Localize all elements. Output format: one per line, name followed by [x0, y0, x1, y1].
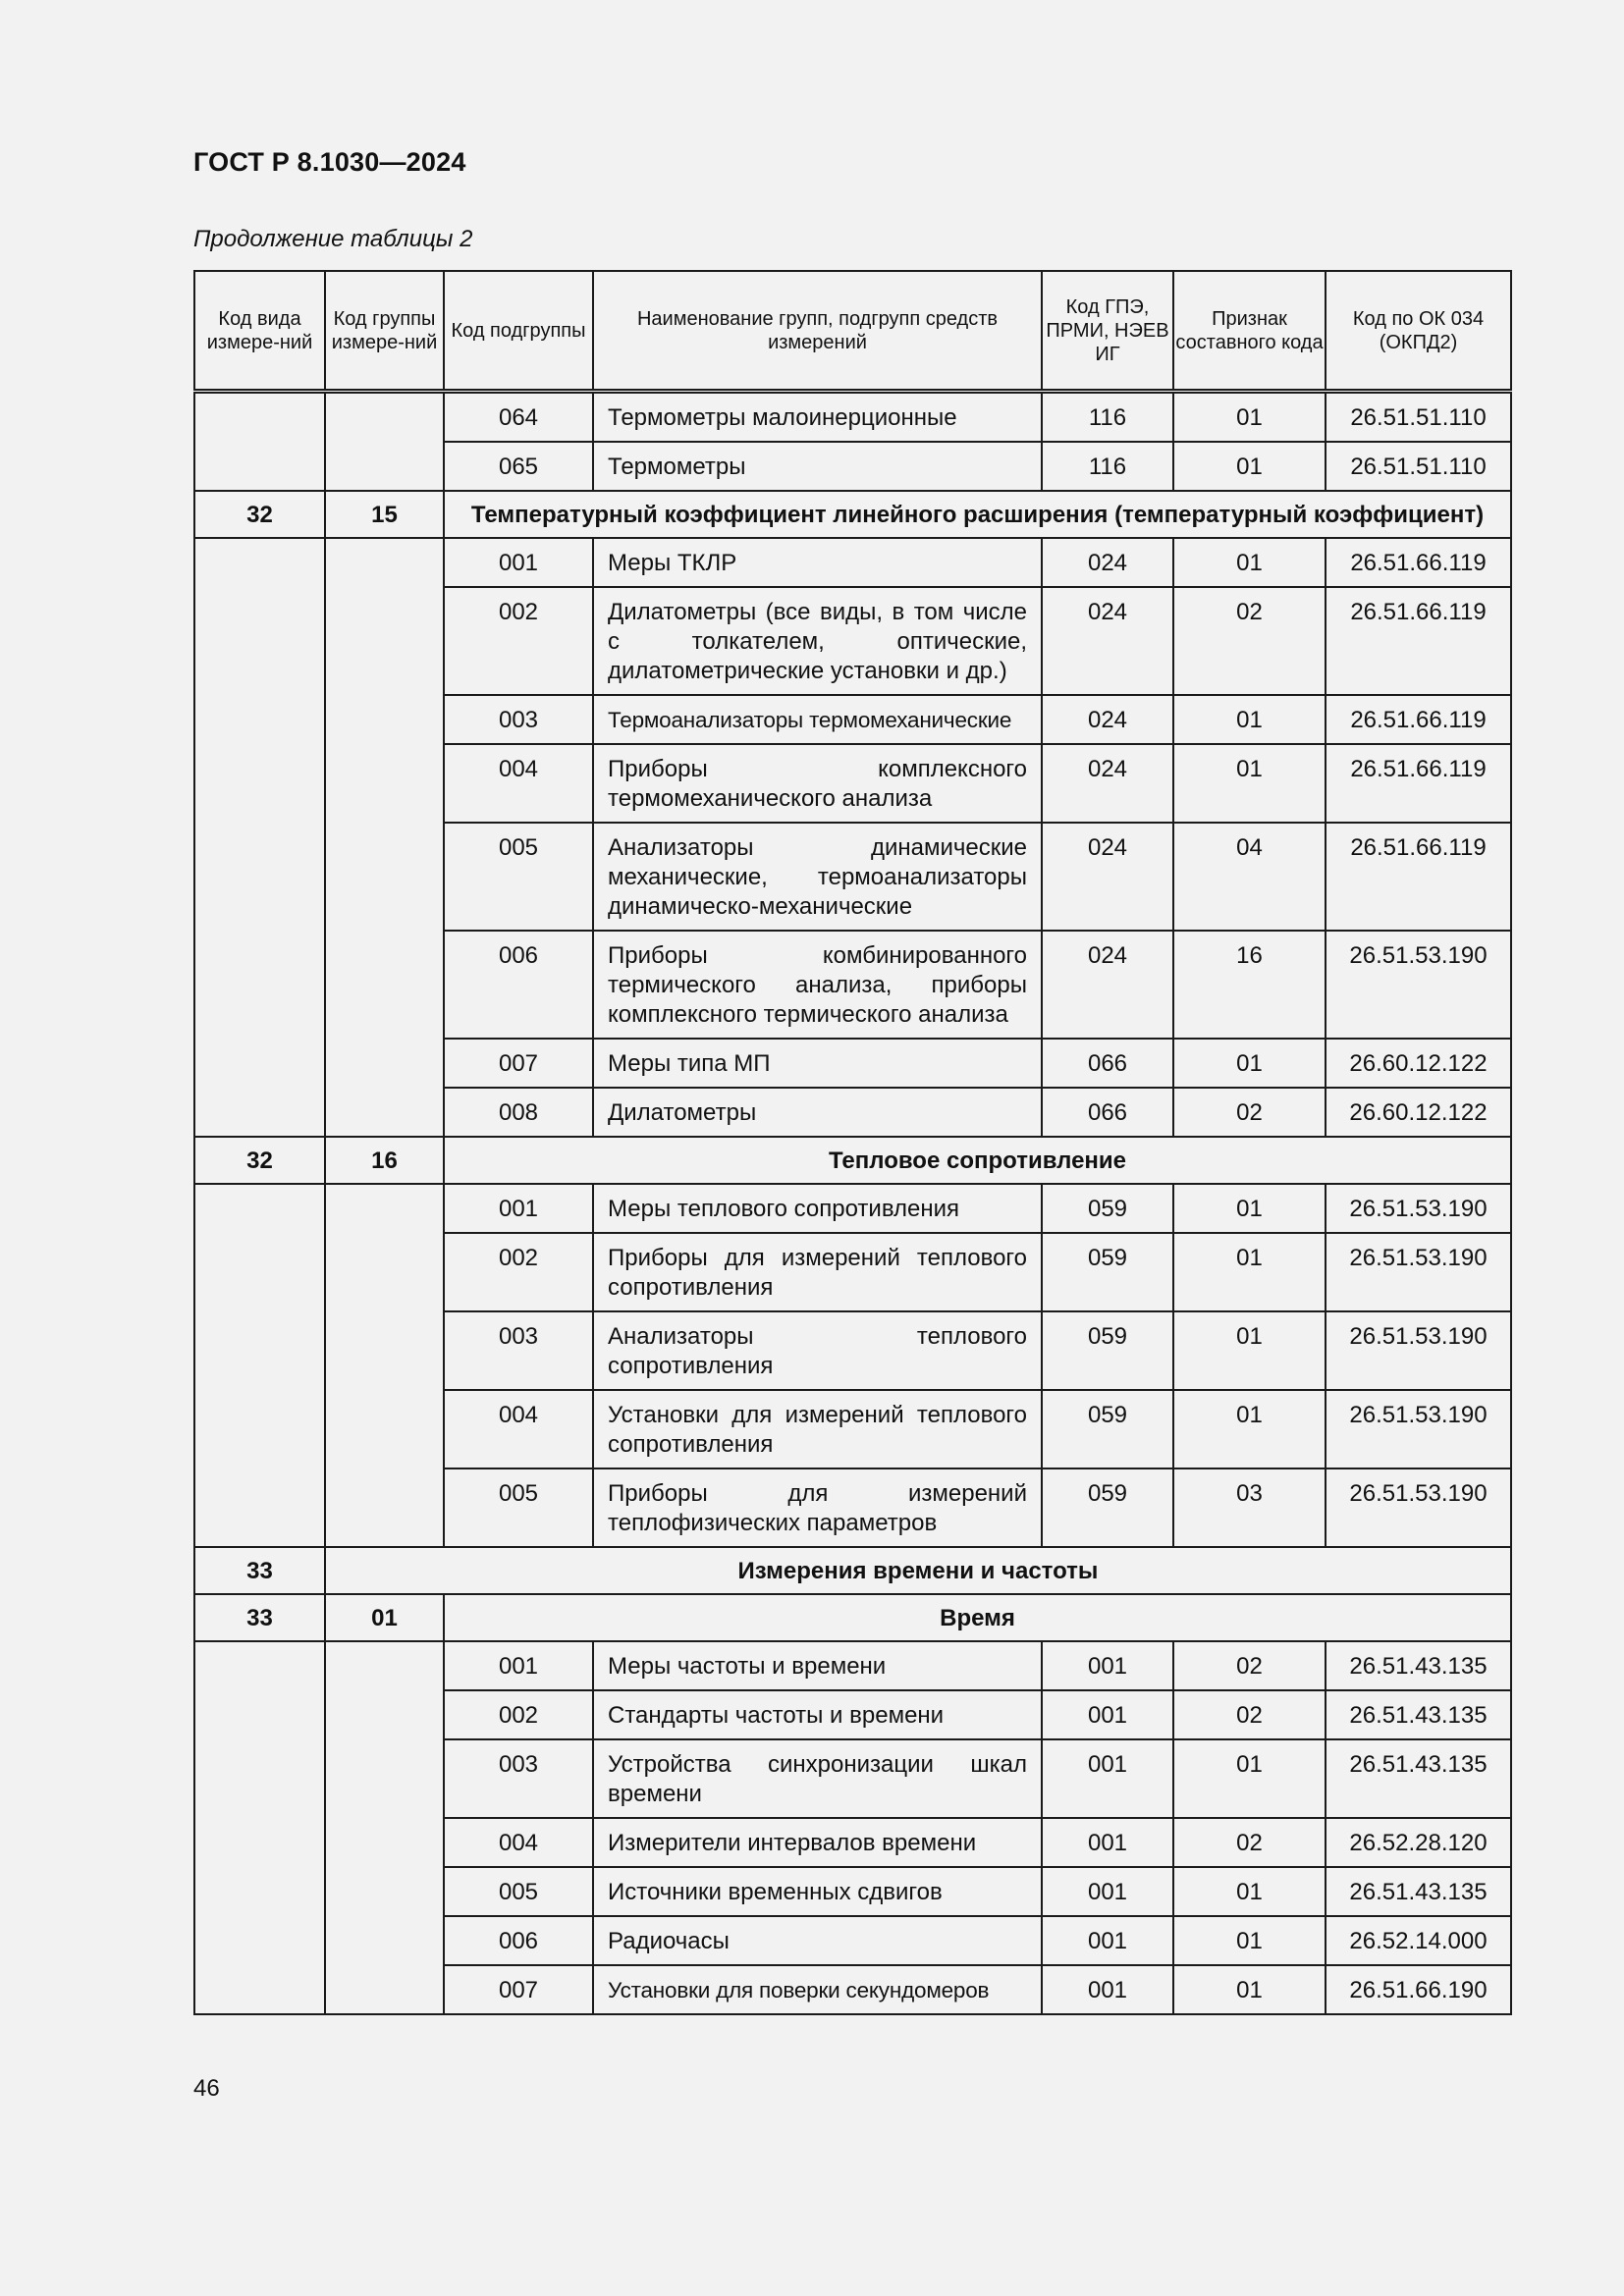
gpe-code: 116	[1042, 442, 1173, 491]
section-title: Время	[444, 1594, 1511, 1641]
section-title: Тепловое сопротивление	[444, 1137, 1511, 1184]
column-header-gpe: Код ГПЭ, ПРМИ, НЭЕВ ИГ	[1042, 271, 1173, 392]
composite-flag: 02	[1173, 1690, 1326, 1739]
okpd-code: 26.52.28.120	[1326, 1818, 1511, 1867]
instrument-name: Приборы для измерений теплового сопротивления	[593, 1233, 1042, 1311]
okpd-code: 26.51.43.135	[1326, 1739, 1511, 1818]
okpd-code: 26.51.43.135	[1326, 1641, 1511, 1690]
section-group-code: 01	[325, 1594, 444, 1641]
okpd-code: 26.51.53.190	[1326, 931, 1511, 1039]
composite-flag: 01	[1173, 392, 1326, 443]
subgroup-code: 005	[444, 1867, 593, 1916]
subgroup-code: 004	[444, 1390, 593, 1468]
okpd-code: 26.51.66.119	[1326, 538, 1511, 587]
section-vid-code: 33	[194, 1547, 325, 1594]
subgroup-code: 001	[444, 1641, 593, 1690]
instrument-name: Термометры малоинерционные	[593, 392, 1042, 443]
subgroup-code: 001	[444, 538, 593, 587]
composite-flag: 01	[1173, 1311, 1326, 1390]
okpd-code: 26.51.51.110	[1326, 392, 1511, 443]
composite-flag: 02	[1173, 1641, 1326, 1690]
okpd-code: 26.51.51.110	[1326, 442, 1511, 491]
column-header-name: Наименование групп, подгрупп средств измерений	[593, 271, 1042, 392]
gpe-code: 059	[1042, 1468, 1173, 1547]
composite-flag: 03	[1173, 1468, 1326, 1547]
okpd-code: 26.51.53.190	[1326, 1184, 1511, 1233]
section-title: Температурный коэффициент линейного расширения (температурный коэффициент)	[444, 491, 1511, 538]
gpe-code: 024	[1042, 823, 1173, 931]
gpe-code: 059	[1042, 1311, 1173, 1390]
subgroup-code: 003	[444, 1739, 593, 1818]
composite-flag: 04	[1173, 823, 1326, 931]
section-group-code: 16	[325, 1137, 444, 1184]
classification-table-wrapper	[193, 270, 1510, 2015]
table-caption: Продолжение таблицы 2	[193, 226, 473, 252]
instrument-name: Приборы комплексного термомеханического анализа	[593, 744, 1042, 823]
subgroup-code: 008	[444, 1088, 593, 1137]
section-group-code: 15	[325, 491, 444, 538]
gpe-code: 024	[1042, 538, 1173, 587]
table-row	[194, 538, 1511, 587]
instrument-name: Приборы комбинированного термического анализа, приборы комплексного термического анализа	[593, 931, 1042, 1039]
section-heading-row	[194, 1137, 1511, 1184]
subgroup-code: 002	[444, 1690, 593, 1739]
okpd-code: 26.51.53.190	[1326, 1233, 1511, 1311]
subgroup-code: 001	[444, 1184, 593, 1233]
gpe-code: 001	[1042, 1867, 1173, 1916]
subgroup-code: 006	[444, 931, 593, 1039]
okpd-code: 26.51.53.190	[1326, 1390, 1511, 1468]
okpd-code: 26.60.12.122	[1326, 1088, 1511, 1137]
composite-flag: 01	[1173, 1039, 1326, 1088]
empty-cell	[194, 1184, 325, 1547]
gpe-code: 059	[1042, 1390, 1173, 1468]
okpd-code: 26.51.53.190	[1326, 1468, 1511, 1547]
section-vid-code: 33	[194, 1594, 325, 1641]
okpd-code: 26.51.66.119	[1326, 823, 1511, 931]
gpe-code: 024	[1042, 744, 1173, 823]
okpd-code: 26.51.53.190	[1326, 1311, 1511, 1390]
okpd-code: 26.51.66.190	[1326, 1965, 1511, 2014]
composite-flag: 01	[1173, 538, 1326, 587]
page-number: 46	[193, 2075, 220, 2102]
gpe-code: 001	[1042, 1916, 1173, 1965]
gpe-code: 001	[1042, 1739, 1173, 1818]
composite-flag: 01	[1173, 744, 1326, 823]
gpe-code: 066	[1042, 1088, 1173, 1137]
empty-cell	[325, 392, 444, 492]
section-heading-row	[194, 1594, 1511, 1641]
instrument-name: Термометры	[593, 442, 1042, 491]
subgroup-code: 003	[444, 1311, 593, 1390]
composite-flag: 01	[1173, 442, 1326, 491]
empty-cell	[325, 1184, 444, 1547]
table-row	[194, 1641, 1511, 1690]
section-heading-row	[194, 491, 1511, 538]
subgroup-code: 005	[444, 823, 593, 931]
instrument-name: Меры теплового сопротивления	[593, 1184, 1042, 1233]
instrument-name: Анализаторы динамические механические, термоанализаторы динамическо-механические	[593, 823, 1042, 931]
instrument-name: Источники временных сдвигов	[593, 1867, 1042, 1916]
subgroup-code: 004	[444, 744, 593, 823]
okpd-code: 26.51.66.119	[1326, 744, 1511, 823]
instrument-name: Меры ТКЛР	[593, 538, 1042, 587]
section-vid-code: 32	[194, 491, 325, 538]
instrument-name: Измерители интервалов времени	[593, 1818, 1042, 1867]
composite-flag: 01	[1173, 1739, 1326, 1818]
column-header-group: Код группы измере-ний	[325, 271, 444, 392]
okpd-code: 26.52.14.000	[1326, 1916, 1511, 1965]
subgroup-code: 004	[444, 1818, 593, 1867]
gpe-code: 066	[1042, 1039, 1173, 1088]
instrument-name: Стандарты частоты и времени	[593, 1690, 1042, 1739]
column-header-flag: Признак составного кода	[1173, 271, 1326, 392]
table-row	[194, 1184, 1511, 1233]
table-header-row	[194, 271, 1511, 392]
subgroup-code: 065	[444, 442, 593, 491]
composite-flag: 01	[1173, 1233, 1326, 1311]
section-title: Измерения времени и частоты	[325, 1547, 1511, 1594]
subgroup-code: 003	[444, 695, 593, 744]
instrument-name: Термоанализаторы термомеханические	[593, 695, 1042, 744]
empty-cell	[194, 392, 325, 492]
instrument-name: Установки для поверки секундомеров	[593, 1965, 1042, 2014]
section-vid-code: 32	[194, 1137, 325, 1184]
instrument-name: Меры частоты и времени	[593, 1641, 1042, 1690]
subgroup-code: 006	[444, 1916, 593, 1965]
subgroup-code: 005	[444, 1468, 593, 1547]
gpe-code: 116	[1042, 392, 1173, 443]
instrument-name: Радиочасы	[593, 1916, 1042, 1965]
gpe-code: 001	[1042, 1690, 1173, 1739]
column-header-vid: Код вида измере-ний	[194, 271, 325, 392]
column-header-subgroup: Код подгруппы	[444, 271, 593, 392]
composite-flag: 01	[1173, 1916, 1326, 1965]
composite-flag: 01	[1173, 1867, 1326, 1916]
empty-cell	[194, 1641, 325, 2014]
gpe-code: 059	[1042, 1184, 1173, 1233]
gpe-code: 001	[1042, 1965, 1173, 2014]
instrument-name: Анализаторы теплового сопротивления	[593, 1311, 1042, 1390]
document-code: ГОСТ Р 8.1030—2024	[193, 147, 466, 177]
gpe-code: 001	[1042, 1641, 1173, 1690]
table-row	[194, 392, 1511, 443]
okpd-code: 26.51.43.135	[1326, 1690, 1511, 1739]
subgroup-code: 002	[444, 1233, 593, 1311]
gpe-code: 059	[1042, 1233, 1173, 1311]
okpd-code: 26.51.66.119	[1326, 587, 1511, 695]
composite-flag: 01	[1173, 695, 1326, 744]
subgroup-code: 007	[444, 1039, 593, 1088]
composite-flag: 16	[1173, 931, 1326, 1039]
gpe-code: 024	[1042, 587, 1173, 695]
composite-flag: 01	[1173, 1965, 1326, 2014]
empty-cell	[325, 538, 444, 1137]
composite-flag: 02	[1173, 1088, 1326, 1137]
gpe-code: 001	[1042, 1818, 1173, 1867]
instrument-name: Меры типа МП	[593, 1039, 1042, 1088]
classification-table	[193, 270, 1512, 2015]
okpd-code: 26.51.66.119	[1326, 695, 1511, 744]
instrument-name: Устройства синхронизации шкал времени	[593, 1739, 1042, 1818]
instrument-name: Установки для измерений теплового сопротивления	[593, 1390, 1042, 1468]
instrument-name: Дилатометры (все виды, в том числе с толкателем, оптические, дилатометрические установки и др.)	[593, 587, 1042, 695]
okpd-code: 26.60.12.122	[1326, 1039, 1511, 1088]
composite-flag: 01	[1173, 1390, 1326, 1468]
subgroup-code: 064	[444, 392, 593, 443]
instrument-name: Приборы для измерений теплофизических параметров	[593, 1468, 1042, 1547]
composite-flag: 02	[1173, 587, 1326, 695]
subgroup-code: 002	[444, 587, 593, 695]
section-heading-row	[194, 1547, 1511, 1594]
empty-cell	[325, 1641, 444, 2014]
okpd-code: 26.51.43.135	[1326, 1867, 1511, 1916]
gpe-code: 024	[1042, 931, 1173, 1039]
gpe-code: 024	[1042, 695, 1173, 744]
subgroup-code: 007	[444, 1965, 593, 2014]
composite-flag: 01	[1173, 1184, 1326, 1233]
instrument-name: Дилатометры	[593, 1088, 1042, 1137]
column-header-okpd: Код по ОК 034 (ОКПД2)	[1326, 271, 1511, 392]
empty-cell	[194, 538, 325, 1137]
composite-flag: 02	[1173, 1818, 1326, 1867]
